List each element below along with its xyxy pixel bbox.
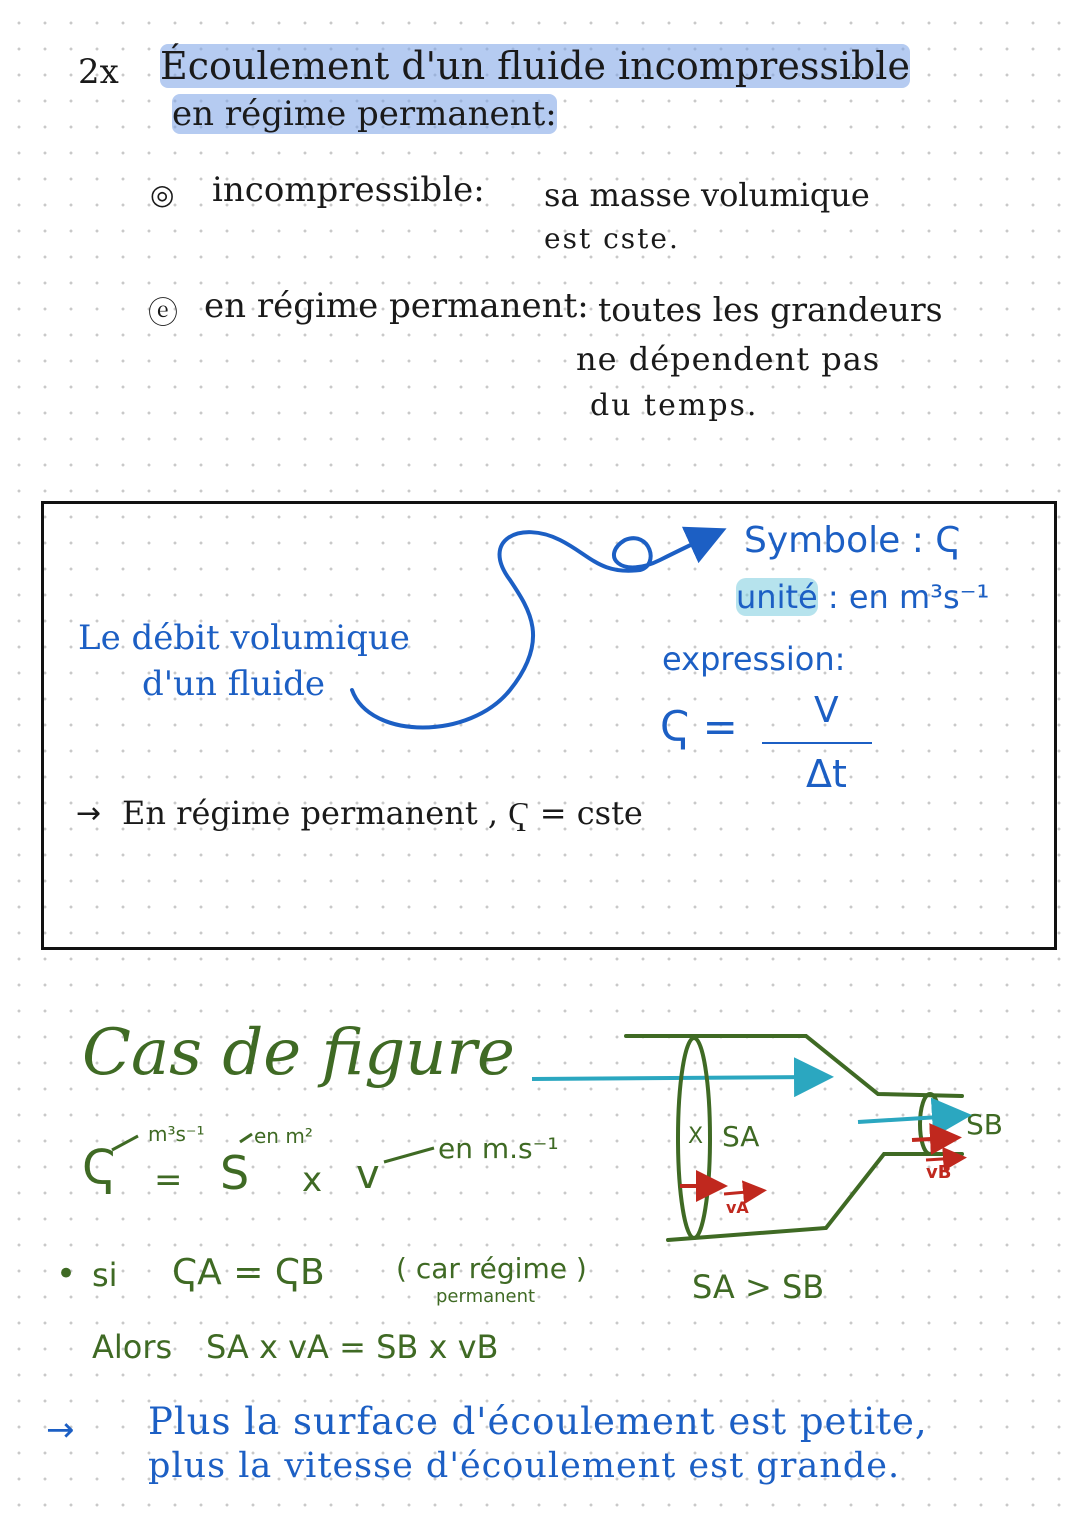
unit-pointer-s [240,1134,252,1142]
velocity-arrow-b-label [926,1158,958,1160]
link-arrow [352,532,712,727]
definition-desc-regime-2: ne dépendent pas [576,340,881,378]
cases-cond-reason-1: ( car régime ) [396,1252,587,1285]
box-unit-value: : en m³s⁻¹ [827,578,990,616]
cases-then-label: Alors [92,1328,173,1366]
cases-cond-equation: ҀA = ҀB [172,1252,325,1293]
cases-then-equation: SA x vA = SB x vB [206,1328,499,1366]
cases-cond-bullet: • [56,1254,77,1294]
velocity-arrow-b [912,1138,950,1140]
box-expression-label: expression: [662,640,846,678]
cases-title: Cas de figure [82,1016,515,1090]
box-subject-line1: Le débit volumique [78,618,410,658]
cases-unit-s: en m² [254,1124,313,1148]
diagram-cross-mark: X [688,1124,704,1149]
cases-formula-eq: = [154,1160,183,1200]
definition-term-regime: en régime permanent: [204,286,589,326]
definition-bullet-1: ◎ [150,178,175,211]
definition-term-incompressible: incompressible: [212,170,485,210]
unit-pointer-v [384,1148,434,1162]
definition-desc-regime-3: du temps. [590,388,759,423]
cases-formula-v: v [356,1152,380,1198]
diagram-label-vb: vB [926,1162,952,1183]
velocity-arrow-a-label [724,1191,758,1194]
cases-unit-q: m³s⁻¹ [148,1122,205,1146]
box-formula-denominator: Δt [806,752,847,796]
flow-arrow-main [532,1077,818,1079]
definition-bullet-2: ⓔ [148,296,178,331]
definition-desc-incompressible-1: sa masse volumique [544,176,870,214]
section-title-line2: en régime permanent: [172,94,557,134]
box-unit-label: unité [736,578,818,616]
box-conclusion: En régime permanent , Ҁ = cste [122,794,643,832]
cases-formula-times: x [302,1160,323,1200]
unit-pointer-q [112,1136,138,1150]
diagram-label-sb: SB [966,1108,1003,1141]
box-subject-line2: d'un fluide [142,664,326,704]
definition-desc-incompressible-2: est cste. [544,222,680,255]
cases-cond-si: si [92,1256,118,1294]
box-symbol-label: Symbole : Ҁ [744,520,961,561]
diagram-label-sa: SA [722,1120,760,1153]
box-conclusion-arrow: → [76,796,102,831]
diagram-comparison: SA > SB [692,1268,825,1306]
final-statement-line2: plus la vitesse d'écoulement est grande. [148,1446,901,1486]
cases-formula-q: Ҁ [82,1140,116,1196]
final-statement-line1: Plus la surface d'écoulement est petite, [148,1400,928,1443]
section-number: 2x [78,52,119,92]
section-title-line1: Écoulement d'un fluide incompressible [160,44,910,88]
definition-desc-regime-1: toutes les grandeurs [598,290,943,329]
diagram-label-va: vA [726,1198,749,1217]
pipe-diagram [626,1036,962,1240]
box-formula-lhs: Ҁ = [660,702,738,751]
cases-unit-v: en m.s⁻¹ [438,1132,559,1165]
cases-cond-reason-2: permanent [436,1286,536,1307]
box-formula-numerator: V [814,690,839,731]
cases-formula-s: S [220,1146,250,1200]
final-arrow: → [46,1410,75,1450]
